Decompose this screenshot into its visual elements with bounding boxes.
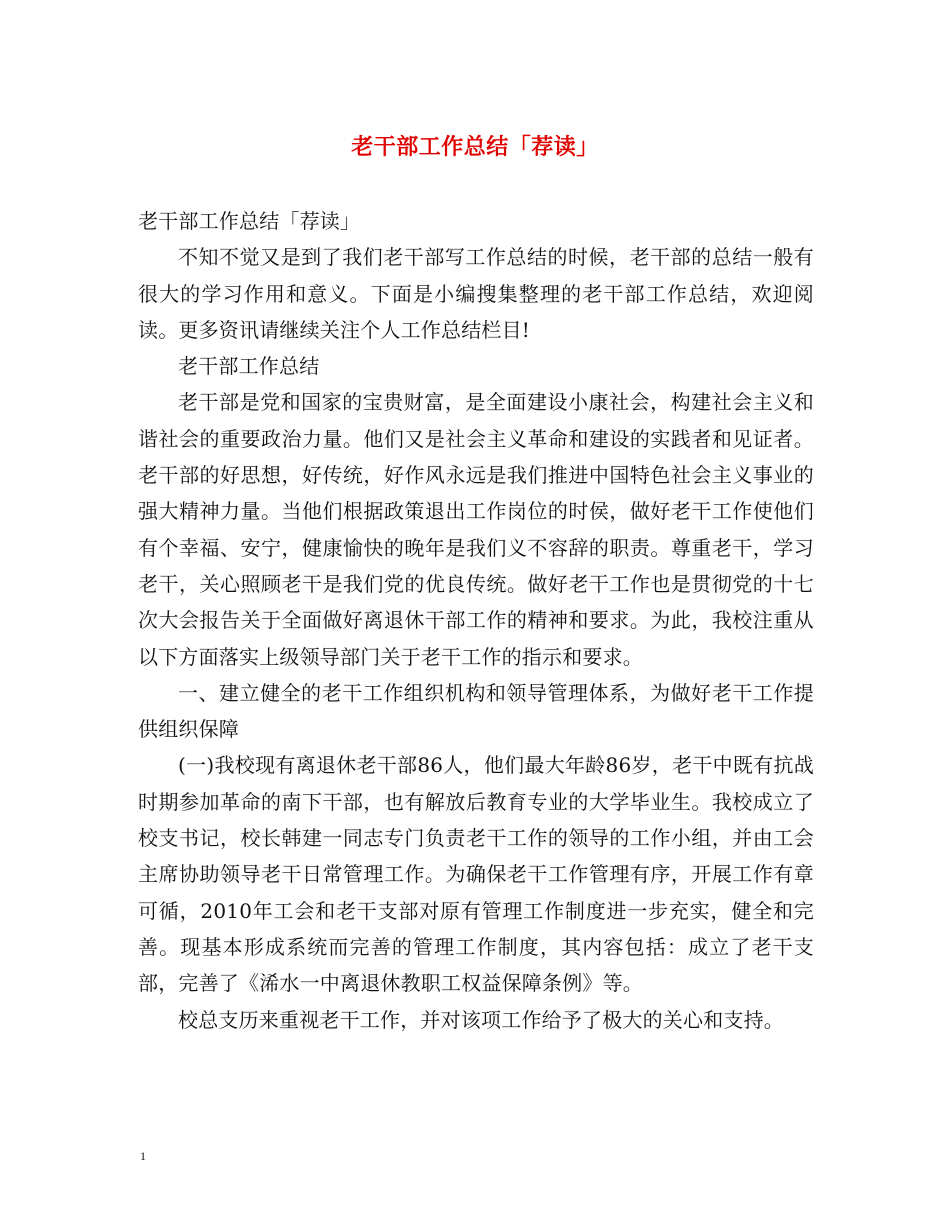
intro-paragraph: 不知不觉又是到了我们老干部写工作总结的时候，老干部的总结一般有很大的学习作用和意义。下面是小编搜集整理的老干部工作总结，欢迎阅读。更多资讯请继续关注个人工作总结栏目! xyxy=(138,245,814,342)
document-body xyxy=(138,203,814,1038)
section-heading-1: 一、建立健全的老干工作组织机构和领导管理体系，为做好老干工作提供组织保障 xyxy=(138,680,814,742)
body-paragraph-1: (一)我校现有离退休老干部86人，他们最大年龄86岁，老干中既有抗战时期参加革命的南下干部，也有解放后教育专业的大学毕业生。我校成立了校支书记，校长韩建一同志专门负责老干工作的领导的工作小组，并由工会主席协助领导老干日常管理工作。为确保老干工作管理有序，开展工作有章可循，2010年工会和老干支部对原有管理工作制度进一步充实，健全和完善。现基本形成系统而完善的管理工作制度，其内容包括：成立了老干支部，完善了《浠水一中离退休教职工权益保障条例》等。 xyxy=(138,753,814,996)
page-number: 1 xyxy=(140,1149,146,1163)
body-paragraph: 老干部是党和国家的宝贵财富，是全面建设小康社会，构建社会主义和谐社会的重要政治力量。他们又是社会主义革命和建设的实践者和见证者。老干部的好思想，好传统，好作风永远是我们推进中国特色社会主义事业的强大精神力量。当他们根据政策退出工作岗位的时侯，做好老干工作使他们有个幸福、安宁，健康愉快的晚年是我们义不容辞的职责。尊重老干，学习老干，关心照顾老干是我们党的优良传统。做好老干工作也是贯彻党的十七次大会报告关于全面做好离退休干部工作的精神和要求。为此，我校注重从以下方面落实上级领导部门关于老干工作的指示和要求。 xyxy=(138,390,814,669)
section-heading: 老干部工作总结 xyxy=(178,354,320,379)
body-paragraph-2: 校总支历来重视老干工作，并对该项工作给予了极大的关心和支持。 xyxy=(178,1007,784,1032)
document-title: 老干部工作总结「荐读」 xyxy=(351,134,599,160)
body-heading: 老干部工作总结「荐读」 xyxy=(138,209,361,233)
